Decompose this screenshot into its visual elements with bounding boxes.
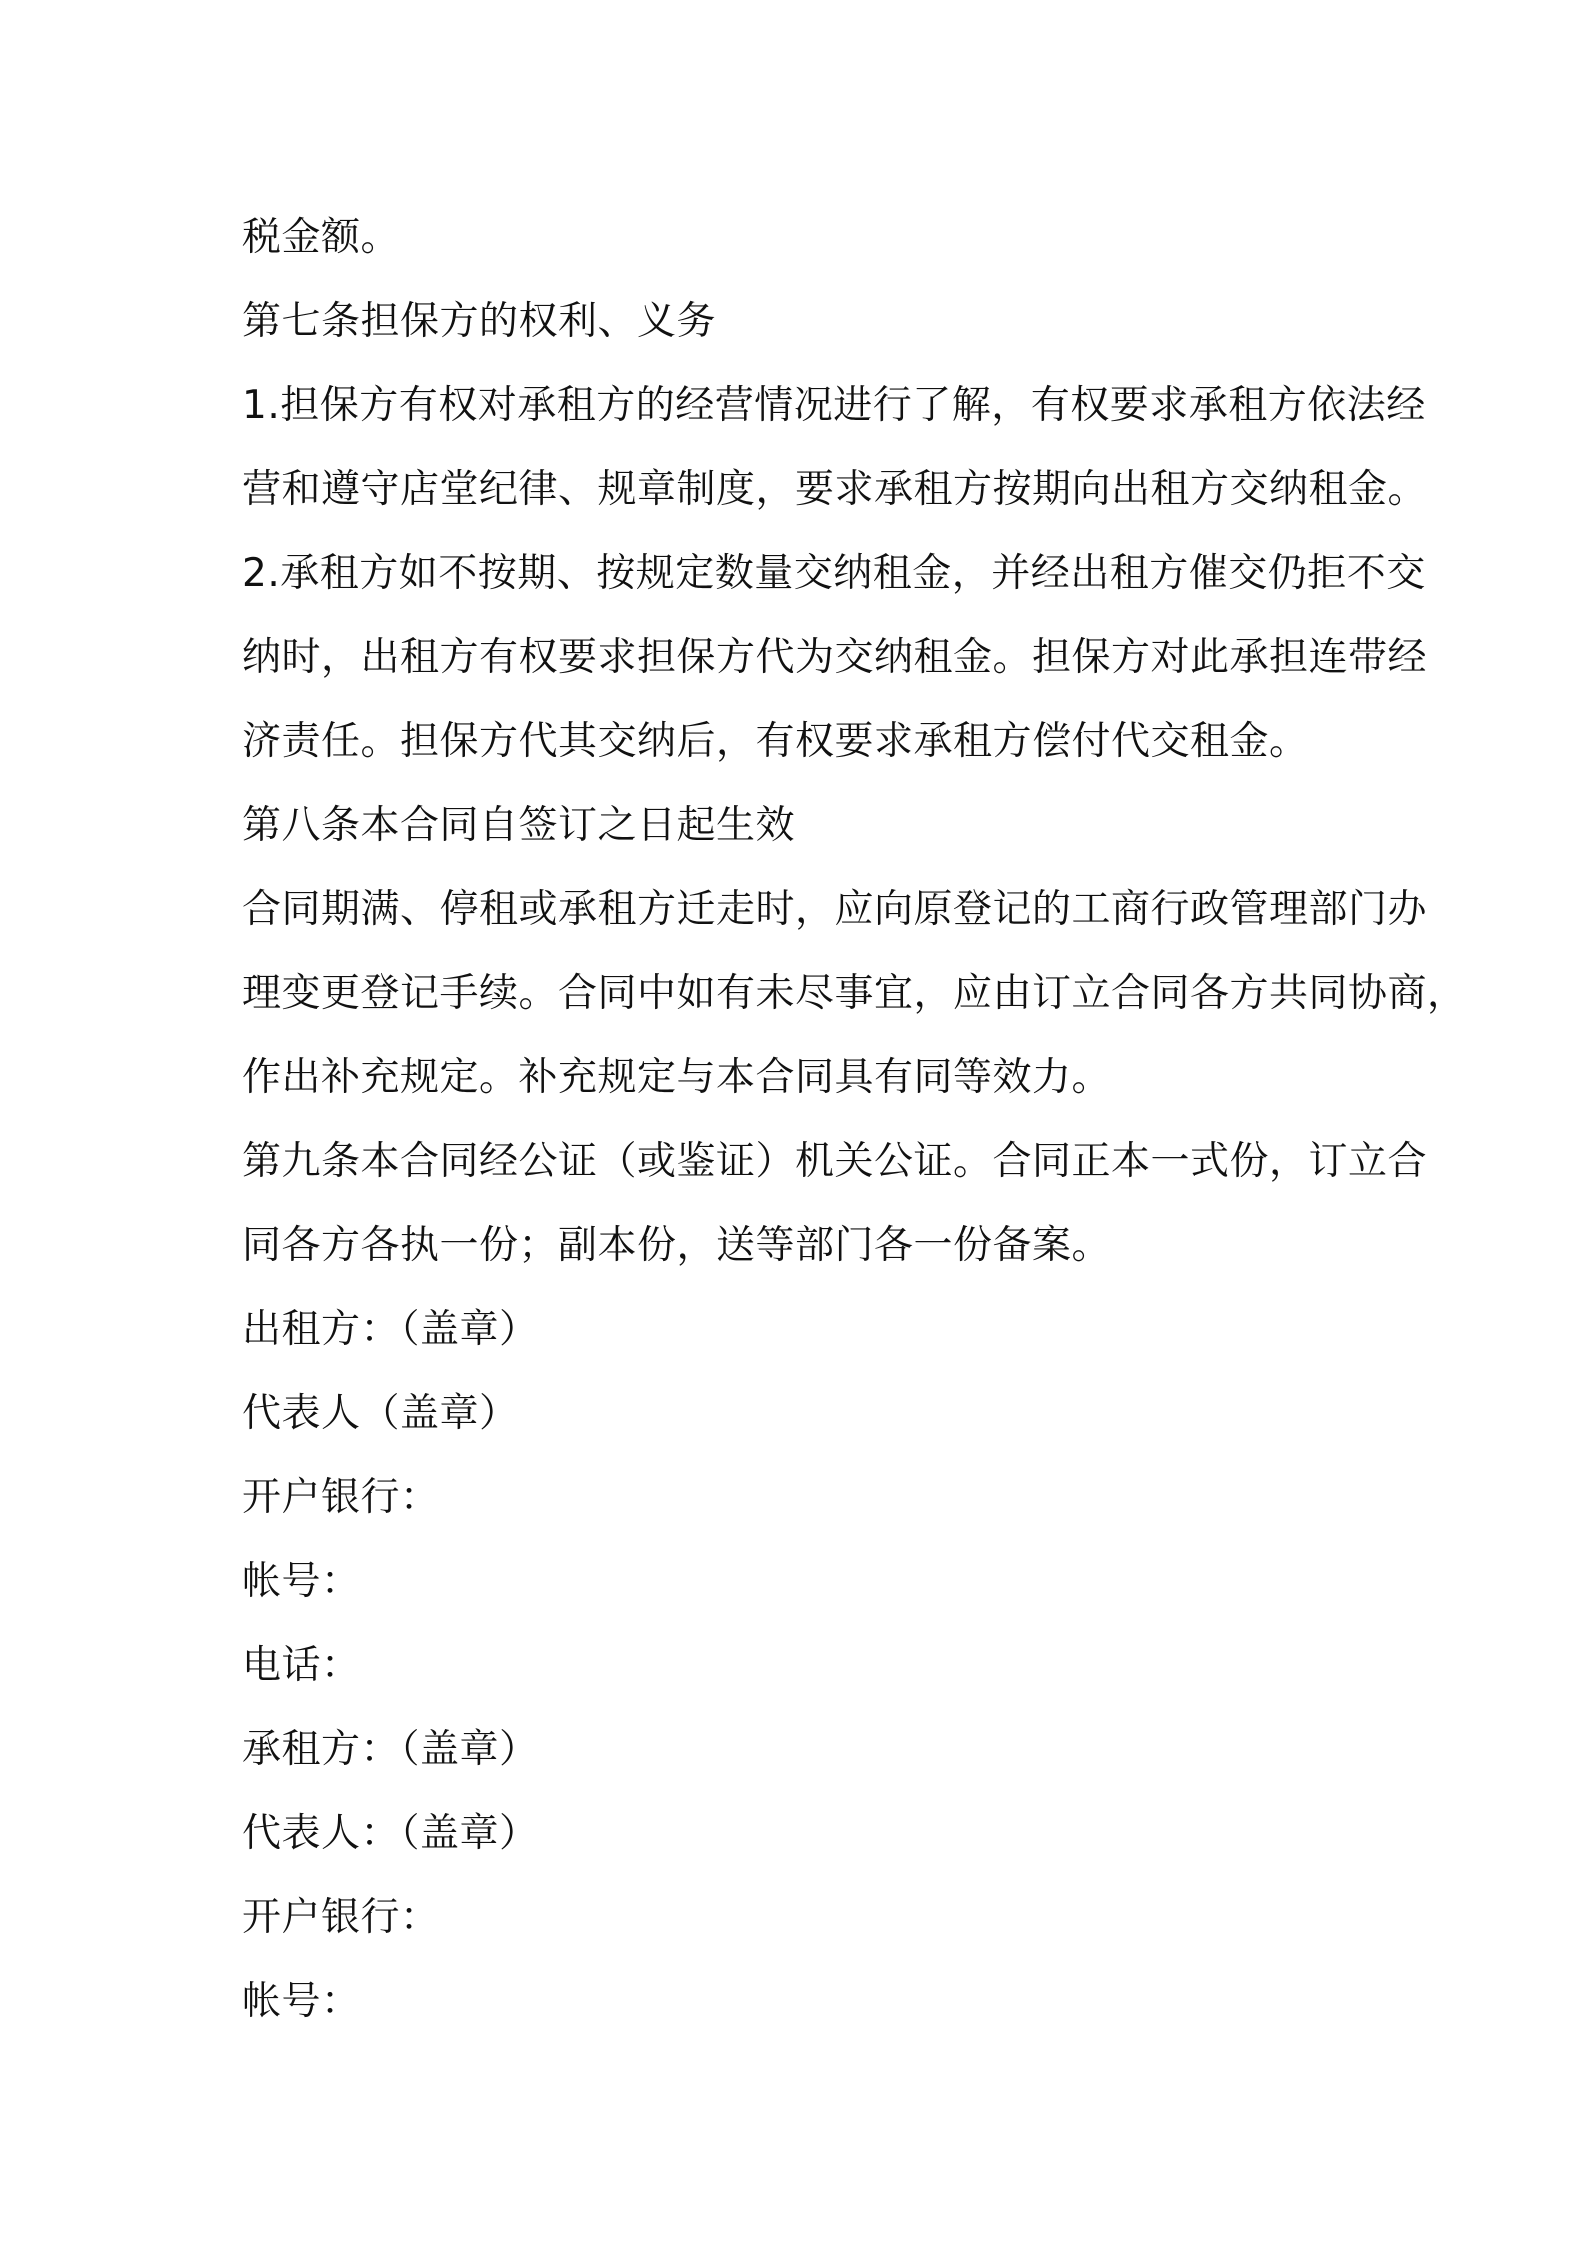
document-body [242,196,1467,2044]
text-line: 作出补充规定。补充规定与本合同具有同等效力。 [242,1055,1112,1100]
lessee-bank-label: 开户银行： [242,1895,440,1940]
text-line: 营和遵守店堂纪律、规章制度，要求承租方按期向出租方交纳租金。 [242,467,1428,512]
text-line: 纳时，出租方有权要求担保方代为交纳租金。担保方对此承担连带经 [242,635,1428,680]
article-8-heading: 第八条本合同自签订之日起生效 [242,803,796,848]
lessee-account-label: 帐号： [242,1979,361,2024]
lessor-signature-label: 出租方：（盖章） [242,1307,539,1352]
article-9-text: 第九条本合同经公证（或鉴证）机关公证。合同正本一式份，订立合 [242,1139,1428,1184]
text-line: 税金额。 [242,215,401,260]
lessor-representative-label: 代表人（盖章） [242,1391,519,1436]
lessor-bank-label: 开户银行： [242,1475,440,1520]
text-line: 济责任。担保方代其交纳后，有权要求承租方偿付代交租金。 [242,719,1309,764]
lessee-representative-label: 代表人：（盖章） [242,1811,539,1856]
text-line: 1.担保方有权对承租方的经营情况进行了解，有权要求承租方依法经 [242,383,1426,428]
text-line: 合同期满、停租或承租方迁走时，应向原登记的工商行政管理部门办 [242,887,1428,932]
article-7-heading: 第七条担保方的权利、义务 [242,299,717,344]
lessor-account-label: 帐号： [242,1559,361,1604]
text-line: 2.承租方如不按期、按规定数量交纳租金，并经出租方催交仍拒不交 [242,551,1426,596]
text-line: 理变更登记手续。合同中如有未尽事宜，应由订立合同各方共同协商， [242,971,1467,1016]
lessee-signature-label: 承租方：（盖章） [242,1727,539,1772]
lessor-phone-label: 电话： [242,1643,361,1688]
text-line: 同各方各执一份；副本份，送等部门各一份备案。 [242,1223,1112,1268]
